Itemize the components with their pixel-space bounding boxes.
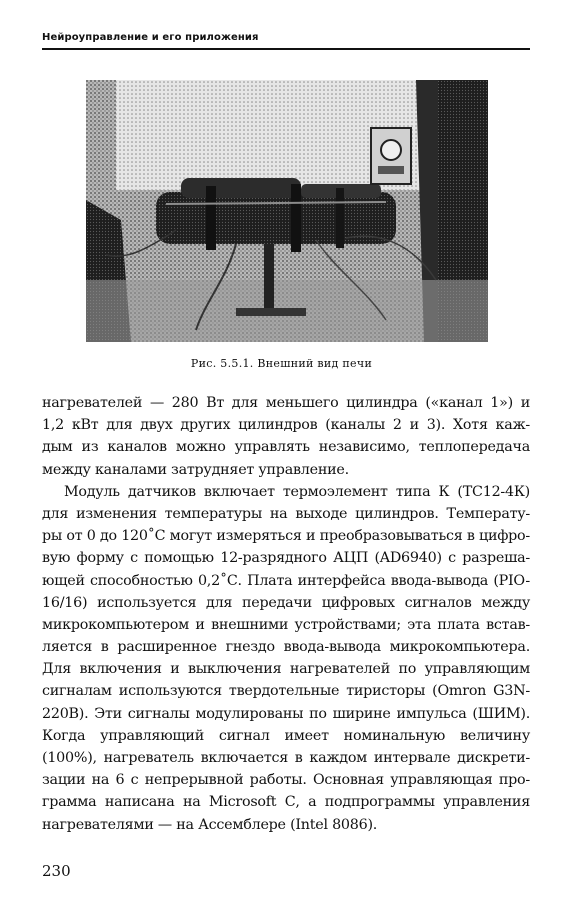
text-line: грамма написана на Microsoft С, а подпрограммы управления	[42, 794, 530, 811]
text-line: Для включения и выключения нагревателей по управляющим	[42, 661, 530, 678]
furnace-photo	[86, 80, 488, 342]
text-line: 1,2 кВт для двух других цилиндров (каналы 2 и 3). Хотя каж-	[42, 417, 530, 434]
text-line: вую форму с помощью 12-разрядного АЦП (AD6940) с разреша-	[42, 550, 530, 567]
text-line: Когда управляющий сигнал имеет номинальную величину	[42, 727, 530, 744]
running-header	[42, 26, 530, 50]
text-line: для изменения температуры на выходе цилиндров. Температу-	[42, 505, 530, 522]
text-line: 16/16) используется для передачи цифровых сигналов между	[42, 594, 530, 611]
text-line: нагревателями — на Ассемблере (Intel 8086).	[42, 816, 378, 833]
text-line: ющей способностью 0,2˚С. Плата интерфейса ввода-вывода (PIO-	[42, 572, 530, 589]
text-line: нагревателей — 280 Вт для меньшего цилиндра («канал 1») и	[42, 395, 530, 411]
body-text	[42, 392, 530, 836]
text-line: ры от 0 до 120˚С могут измеряться и преобразовываться в цифро-	[42, 528, 530, 545]
figure-caption: Рис. 5.5.1. Внешний вид печи	[190, 357, 373, 370]
text-line: микрокомпьютером и внешними устройствами; эта плата встав-	[42, 616, 530, 633]
text-line: ляется в расширенное гнездо ввода-вывода микрокомпьютера.	[42, 639, 530, 656]
text-line: дым из каналов можно управлять независимо, теплопередача	[42, 439, 530, 456]
running-title: Нейроуправление и его приложения	[42, 32, 259, 43]
text-line: зации на 6 с непрерывной работы. Основная управляющая про-	[42, 772, 530, 789]
text-line: сигналам используются твердотельные тиристоры (Omron G3N-	[42, 683, 530, 700]
text-line: между каналами затрудняет управление.	[42, 461, 349, 478]
text-line: (100%), нагреватель включается в каждом интервале дискрети-	[42, 750, 530, 766]
text-line: 220В). Эти сигналы модулированы по ширине импульса (ШИМ).	[42, 705, 530, 722]
text-line: Модуль датчиков включает термоэлемент типа К (ТС12-4К)	[64, 483, 530, 500]
page-number: 230	[42, 862, 71, 880]
